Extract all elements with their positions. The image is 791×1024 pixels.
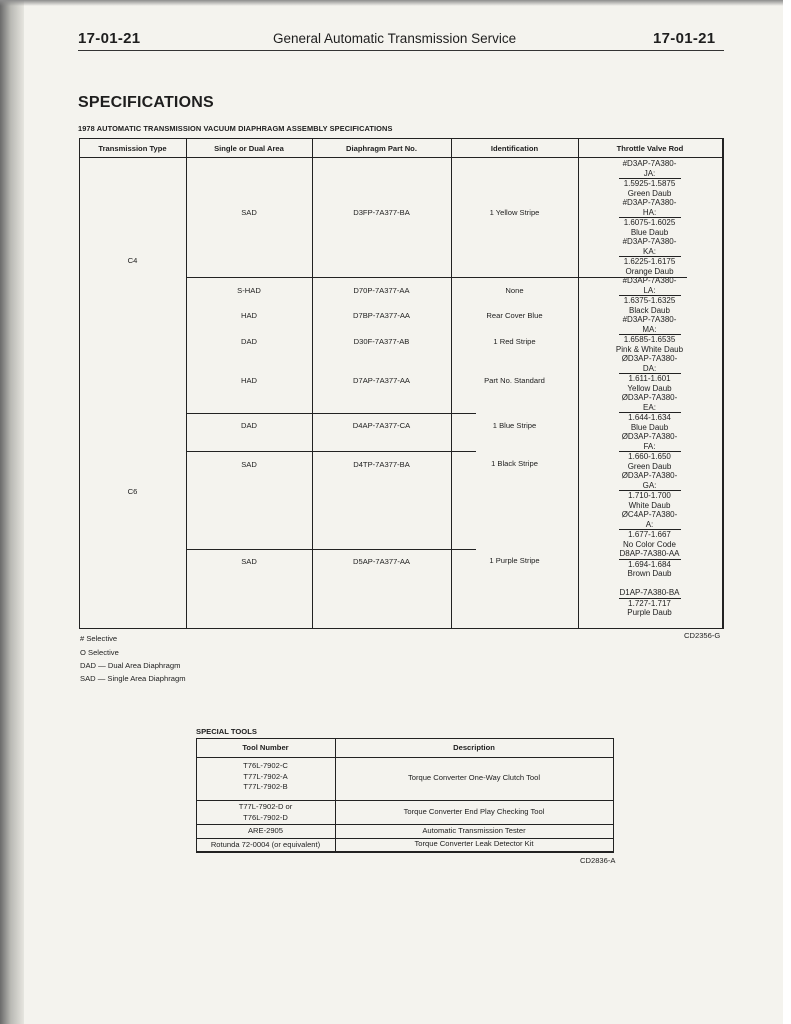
spec-row-area: HAD [240, 376, 258, 385]
rod-color: Blue Daub [630, 228, 669, 238]
rod-spec [577, 549, 722, 579]
rod-part-number: #D3AP-7A380-JA: [619, 159, 681, 179]
spec-row-area: SAD [241, 460, 257, 469]
rod-spec [577, 510, 722, 550]
spec-row-part: D7BP-7A377-AA [353, 311, 410, 320]
spec-row-part: D4TP-7A377-BA [353, 460, 410, 469]
rod-part-number: ØD3AP-7A380-EA: [619, 393, 681, 413]
rod-range: 1.6585-1.6535 [623, 335, 676, 345]
spec-row-identification: Part No. Standard [484, 376, 545, 385]
spec-row-part: D30F-7A377-AB [353, 337, 410, 346]
tool-number-line: T77L-7902-A [243, 771, 288, 781]
rod-spec [577, 432, 722, 472]
rod-range: 1.611-1.601 [628, 374, 671, 384]
rod-range: 1.677-1.667 [628, 530, 671, 540]
rod-part-number: #D3AP-7A380-MA: [619, 315, 681, 335]
tool-number [196, 761, 335, 793]
legend-item: SAD — Single Area Diaphragm [80, 674, 186, 683]
rod-spec [577, 159, 722, 199]
legend-item: DAD — Dual Area Diaphragm [80, 661, 181, 670]
tool-description: Torque Converter Leak Detector Kit [414, 839, 534, 848]
tool-number-line: T77L-7902-D or [238, 802, 293, 811]
tool-number [196, 826, 335, 837]
tool-description: Torque Converter One-Way Clutch Tool [407, 773, 541, 782]
rod-range: 1.6375-1.6325 [623, 296, 676, 306]
tool-description: Automatic Transmission Tester [422, 826, 526, 835]
rod-part-number: ØD3AP-7A380-GA: [619, 471, 681, 491]
rod-color: White Daub [628, 501, 671, 511]
rod-part-number: D8AP-7A380-AA [619, 549, 680, 558]
spec-header-part: Diaphragm Part No. [346, 144, 417, 153]
rod-color: Green Daub [627, 189, 672, 199]
rod-range: 1.727-1.717 [628, 598, 671, 608]
spec-row-identification: 1 Purple Stripe [489, 556, 540, 565]
spec-row-area: DAD [240, 337, 258, 346]
tool-number [196, 802, 335, 823]
rod-color: Pink & White Daub [615, 345, 684, 355]
rod-spec [577, 471, 722, 511]
page-number-left: 17-01-21 [78, 30, 141, 47]
rod-part-number: #D3AP-7A380-HA: [619, 198, 681, 218]
spec-row-area: S-HAD [237, 286, 261, 295]
page-number-right: 17-01-21 [653, 30, 716, 47]
page-edge [783, 0, 791, 1024]
rod-part-number: D1AP-7A380-BA [619, 588, 680, 597]
rod-spec [577, 588, 722, 618]
scan-top-shadow [0, 0, 791, 6]
spec-row-part: D4AP-7A377-CA [352, 421, 411, 430]
transmission-c4: C4 [127, 256, 138, 265]
legend-item: # Selective [80, 634, 118, 643]
rod-color: Green Daub [627, 462, 672, 472]
rod-spec [577, 354, 722, 394]
rod-spec [577, 237, 722, 277]
spec-table-title: 1978 AUTOMATIC TRANSMISSION VACUUM DIAPHRAGM ASSEMBLY SPECIFICATIONS [78, 124, 393, 133]
running-header-title: General Automatic Transmission Service [273, 31, 517, 46]
rod-range: 1.5925-1.5875 [623, 179, 676, 189]
book-binding-shadow [0, 0, 24, 1024]
rod-range: 1.644-1.634 [628, 413, 671, 423]
rod-part-number: #D3AP-7A380-LA: [619, 276, 681, 296]
spec-row-area: HAD [240, 311, 258, 320]
rod-range: 1.6225-1.6175 [623, 257, 676, 267]
spec-header-transmission: Transmission Type [98, 144, 167, 153]
transmission-c6: C6 [127, 487, 138, 496]
spec-row-part: D5AP-7A377-AA [353, 557, 410, 566]
spec-row-identification: 1 Red Stripe [493, 337, 536, 346]
header-rule [78, 50, 724, 51]
spec-row-area: SAD [241, 208, 257, 217]
rod-color: Blue Daub [630, 423, 669, 433]
rod-spec [577, 198, 722, 238]
spec-row-part: D7AP-7A377-AA [353, 376, 410, 385]
spec-row-identification: 1 Black Stripe [491, 459, 538, 468]
rod-spec [577, 276, 722, 316]
spec-row-identification: Rear Cover Blue [486, 311, 543, 320]
spec-header-area: Single or Dual Area [214, 144, 284, 153]
tool-number-line: T77L-7902-B [243, 782, 288, 791]
tool-number-line: ARE-2905 [247, 826, 284, 835]
rod-range: 1.694-1.684 [628, 559, 671, 569]
tool-number-line: T76L-7902-D [243, 812, 288, 822]
rod-color: Black Daub [629, 306, 670, 316]
rod-color: No Color Code [623, 540, 676, 550]
rod-range: 1.710-1.700 [628, 491, 671, 501]
rod-part-number: ØC4AP-7A380-A: [619, 510, 681, 530]
spec-row-identification: None [505, 286, 524, 295]
rod-range: 1.6075-1.6025 [623, 218, 676, 228]
legend-item: O Selective [80, 648, 119, 657]
spec-row-identification: 1 Blue Stripe [492, 421, 537, 430]
rod-color: Orange Daub [625, 267, 674, 277]
spec-row-area: DAD [240, 421, 258, 430]
rod-spec [577, 315, 722, 355]
tool-number-line: Rotunda 72-0004 (or equivalent) [210, 840, 321, 849]
special-tools-title: SPECIAL TOOLS [196, 727, 257, 736]
figure-code: CD2356-G [684, 631, 721, 640]
spec-header-rod: Throttle Valve Rod [616, 144, 684, 153]
tool-number-line: T76L-7902-C [243, 761, 288, 770]
spec-header-identification: Identification [490, 144, 539, 153]
tools-header-description: Description [453, 743, 495, 752]
rod-part-number: ØD3AP-7A380-DA: [619, 354, 681, 374]
tool-description: Torque Converter End Play Checking Tool [403, 807, 545, 816]
tool-number [196, 840, 335, 851]
tools-figure-code: CD2836-A [580, 856, 616, 865]
rod-color: Brown Daub [627, 569, 672, 579]
spec-row-identification: 1 Yellow Stripe [489, 208, 540, 217]
spec-row-part: D3FP-7A377-BA [353, 208, 410, 217]
spec-row-part: D70P-7A377-AA [353, 286, 410, 295]
spec-row-area: SAD [241, 557, 257, 566]
section-title: SPECIFICATIONS [78, 94, 214, 111]
rod-part-number: #D3AP-7A380-KA: [619, 237, 681, 257]
rod-part-number: ØD3AP-7A380-FA: [619, 432, 681, 452]
tools-header-number: Tool Number [242, 743, 289, 752]
rod-color: Yellow Daub [627, 384, 672, 394]
rod-color: Purple Daub [627, 608, 672, 618]
rod-range: 1.660-1.650 [628, 452, 671, 462]
rod-spec [577, 393, 722, 433]
